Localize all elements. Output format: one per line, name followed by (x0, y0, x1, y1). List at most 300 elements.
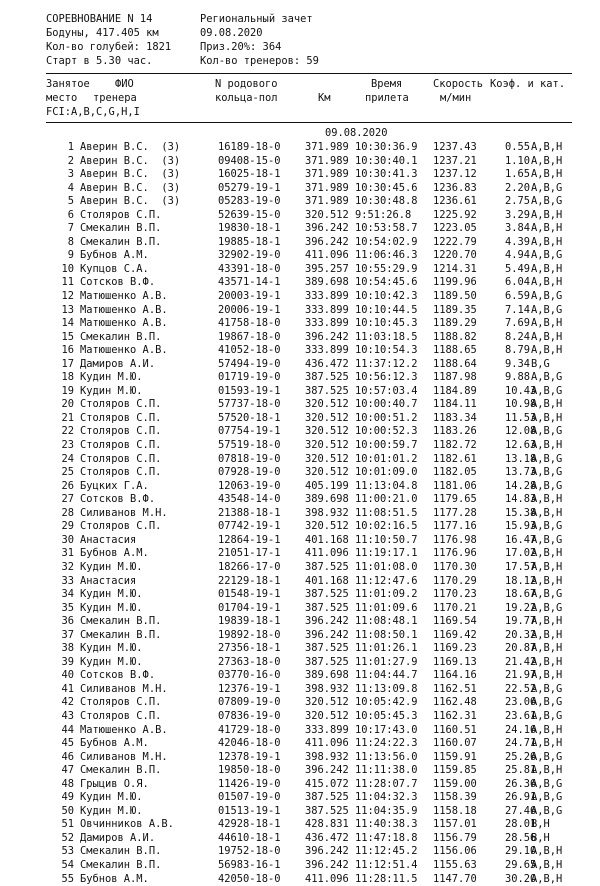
coefficient-cell: 4.94 (505, 249, 531, 262)
category-cell: A,B,H (531, 547, 563, 560)
speed-cell: 1162.31 (433, 709, 477, 722)
speed-cell: 1156.06 (433, 845, 477, 858)
arrival-time-cell: 11:08:51.5 (355, 506, 418, 519)
trainer-name-cell: Буцких Г.А. (80, 479, 149, 492)
distance-cell: 405.199 (305, 479, 349, 492)
trainer-name-cell: Сотсков В.Ф. (80, 669, 156, 682)
place-cell: 40 (61, 669, 74, 682)
distance-cell: 396.242 (305, 764, 349, 777)
coefficient-cell: 10.98 (505, 398, 537, 411)
distance-cell: 428.831 (305, 818, 349, 831)
coefficient-cell: 7.69 (505, 317, 531, 330)
table-row (0, 778, 600, 792)
table-row (0, 859, 600, 873)
speed-cell: 1164.16 (433, 669, 477, 682)
table-row (0, 331, 600, 345)
trainer-name-cell: Смекалин В.П. (80, 858, 162, 871)
distance-cell: 396.242 (305, 615, 349, 628)
coefficient-cell: 0.55 (505, 141, 531, 153)
place-cell: 34 (61, 588, 74, 601)
coefficient-cell: 13.18 (505, 452, 537, 465)
coefficient-cell: 1.10 (505, 154, 531, 167)
category-cell: A,B,G (531, 371, 563, 384)
arrival-time-cell: 11:13:09.8 (355, 682, 418, 695)
arrival-time-cell: 10:00:51.2 (355, 411, 418, 424)
speed-cell: 1155.63 (433, 858, 477, 871)
ring-number-cell: 07818-19-0 (218, 452, 281, 465)
ring-number-cell: 07809-19-0 (218, 696, 281, 709)
coefficient-cell: 6.04 (505, 276, 531, 289)
trainer-name-cell: Смекалин В.П. (80, 764, 162, 777)
ring-number-cell: 43571-14-1 (218, 276, 281, 289)
distance-cell: 320.512 (305, 398, 349, 411)
ring-number-cell: 18266-17-0 (218, 560, 281, 573)
ring-number-cell: 07754-19-1 (218, 425, 281, 438)
trainer-name-cell: Матюшенко А.В. (80, 303, 168, 316)
distance-cell: 387.525 (305, 642, 349, 655)
category-cell: A,B,H (531, 858, 563, 871)
category-cell: A,B,H (531, 723, 563, 736)
trainer-name-cell: Матюшенко А.В. (80, 290, 168, 303)
speed-cell: 1184.11 (433, 398, 477, 411)
arrival-time-cell: 11:12:47.6 (355, 574, 418, 587)
table-row (0, 642, 600, 656)
coefficient-cell: 11.53 (505, 411, 537, 424)
speed-cell: 1236.61 (433, 195, 477, 208)
trainer-name-cell: Дамиров А.И. (80, 831, 156, 844)
ring-number-cell: 57737-18-0 (218, 398, 281, 411)
speed-cell: 1147.70 (433, 872, 477, 885)
speed-cell: 1188.65 (433, 344, 477, 357)
speed-cell: 1177.16 (433, 520, 477, 533)
place-cell: 8 (67, 235, 74, 248)
header-bottom-rule (46, 122, 572, 123)
place-cell: 55 (61, 872, 74, 885)
coefficient-cell: 5.49 (505, 262, 531, 275)
category-cell: A,B,H (531, 141, 563, 153)
table-row (0, 412, 600, 426)
trainer-name-cell: Столяров С.П. (80, 398, 162, 411)
coefficient-cell: 6.59 (505, 290, 531, 303)
arrival-time-cell: 11:13:56.0 (355, 750, 418, 763)
col-place-line2: место (46, 92, 78, 104)
speed-cell: 1176.98 (433, 533, 477, 546)
table-row (0, 371, 600, 385)
table-row (0, 520, 600, 534)
header-line-1 (0, 12, 600, 26)
speed-cell: 1170.21 (433, 601, 477, 614)
trainer-name-cell: Силиванов М.Н. (80, 750, 168, 763)
place-cell: 21 (61, 411, 74, 424)
ring-number-cell: 01548-19-1 (218, 588, 281, 601)
place-cell: 30 (61, 533, 74, 546)
category-cell: A,B,G (531, 249, 563, 262)
coefficient-cell: 9.88 (505, 371, 531, 384)
trainer-name-cell: Бубнов А.М. (80, 737, 149, 750)
ring-number-cell: 41052-18-0 (218, 344, 281, 357)
ring-number-cell: 21051-17-1 (218, 547, 281, 560)
arrival-time-cell: 10:10:45.3 (355, 317, 418, 330)
category-cell: A,B,G (531, 709, 563, 722)
ring-number-cell: 22129-18-1 (218, 574, 281, 587)
table-row (0, 182, 600, 196)
coefficient-cell: 25.26 (505, 750, 537, 763)
place-cell: 2 (67, 154, 74, 167)
category-cell: A,B,H (531, 262, 563, 275)
distance-cell: 395.257 (305, 262, 349, 275)
distance-cell: 387.525 (305, 601, 349, 614)
table-row (0, 439, 600, 453)
arrival-time-cell: 11:13:04.8 (355, 479, 418, 492)
distance-cell: 371.989 (305, 181, 349, 194)
coefficient-cell: 14.28 (505, 479, 537, 492)
table-row (0, 263, 600, 277)
arrival-time-cell: 11:19:17.1 (355, 547, 418, 560)
ring-number-cell: 19839-18-1 (218, 615, 281, 628)
trainer-name-cell: Силиванов М.Н. (80, 506, 168, 519)
trainer-count: Кол-во тренеров: 59 (200, 55, 319, 67)
ring-number-cell: 42050-18-0 (218, 872, 281, 885)
category-cell: A,B,G (531, 290, 563, 303)
ring-number-cell: 44610-18-1 (218, 831, 281, 844)
table-row (0, 683, 600, 697)
category-cell: A,B,H (531, 764, 563, 777)
place-cell: 35 (61, 601, 74, 614)
ring-number-cell: 41729-18-0 (218, 723, 281, 736)
arrival-time-cell: 10:05:45.3 (355, 709, 418, 722)
arrival-time-cell: 11:08:50.1 (355, 628, 418, 641)
coefficient-cell: 18.67 (505, 588, 537, 601)
category-cell: A,B,H (531, 235, 563, 248)
distance-cell: 333.899 (305, 303, 349, 316)
col-ring-line1: N родового (215, 78, 278, 90)
place-cell: 46 (61, 750, 74, 763)
table-row (0, 615, 600, 629)
category-cell: A,B,H (531, 154, 563, 167)
coefficient-cell: 30.20 (505, 872, 537, 885)
arrival-time-cell: 11:11:38.0 (355, 764, 418, 777)
arrival-time-cell: 11:10:50.7 (355, 533, 418, 546)
ring-number-cell: 57494-19-0 (218, 357, 281, 370)
table-row (0, 155, 600, 169)
trainer-name-cell: Смекалин В.П. (80, 222, 162, 235)
arrival-time-cell: 10:54:02.9 (355, 235, 418, 248)
speed-cell: 1156.79 (433, 831, 477, 844)
place-cell: 54 (61, 858, 74, 871)
pigeon-count: Кол-во голубей: 1821 (46, 41, 172, 53)
speed-cell: 1182.05 (433, 466, 477, 479)
trainer-name-cell: Сотсков В.Ф. (80, 493, 156, 506)
trainer-name-cell: Смекалин В.П. (80, 330, 162, 343)
speed-cell: 1237.21 (433, 154, 477, 167)
distance-cell: 396.242 (305, 222, 349, 235)
place-cell: 36 (61, 615, 74, 628)
distance-cell: 320.512 (305, 425, 349, 438)
ring-number-cell: 12376-19-1 (218, 682, 281, 695)
col-time-line1: Время (371, 78, 403, 90)
ring-number-cell: 32902-19-0 (218, 249, 281, 262)
ring-number-cell: 42928-18-1 (218, 818, 281, 831)
ring-number-cell: 41758-18-0 (218, 317, 281, 330)
category-cell: A,B,H (531, 669, 563, 682)
coefficient-cell: 28.56 (505, 831, 537, 844)
speed-cell: 1236.83 (433, 181, 477, 194)
speed-cell: 1187.98 (433, 371, 477, 384)
place-cell: 14 (61, 317, 74, 330)
distance-cell: 320.512 (305, 696, 349, 709)
table-row (0, 222, 600, 236)
coefficient-cell: 29.65 (505, 858, 537, 871)
distance-cell: 387.525 (305, 804, 349, 817)
place-cell: 39 (61, 655, 74, 668)
ring-number-cell: 01513-19-1 (218, 804, 281, 817)
coefficient-cell: 18.12 (505, 574, 537, 587)
place-cell: 38 (61, 642, 74, 655)
col-place-line1: Занятое (46, 78, 90, 90)
coefficient-cell: 24.71 (505, 737, 537, 750)
trainer-name-cell: Бубнов А.М. (80, 547, 149, 560)
trainer-name-cell: Кудин М.Ю. (80, 804, 143, 817)
category-cell: A,B,G (531, 791, 563, 804)
category-cell: A,B,G (531, 696, 563, 709)
speed-cell: 1159.91 (433, 750, 477, 763)
category-cell: A,B,H (531, 398, 563, 411)
place-cell: 47 (61, 764, 74, 777)
place-cell: 26 (61, 479, 74, 492)
trainer-name-cell: Матюшенко А.В. (80, 317, 168, 330)
distance-cell: 387.525 (305, 371, 349, 384)
header-line-4 (0, 54, 600, 68)
category-cell: A,B,H (531, 344, 563, 357)
trainer-name-cell: Матюшенко А.В. (80, 723, 168, 736)
table-row (0, 317, 600, 331)
ring-number-cell: 19752-18-0 (218, 845, 281, 858)
table-row (0, 873, 600, 886)
coefficient-cell: 22.52 (505, 682, 537, 695)
arrival-time-cell: 11:06:46.3 (355, 249, 418, 262)
speed-cell: 1189.29 (433, 317, 477, 330)
arrival-time-cell: 11:04:35.9 (355, 804, 418, 817)
category-cell: B,G (531, 357, 550, 370)
category-cell: A,B,H (531, 655, 563, 668)
arrival-time-cell: 10:02:16.5 (355, 520, 418, 533)
speed-cell: 1169.23 (433, 642, 477, 655)
trainer-name-cell: Аверин В.С. (3) (80, 168, 181, 181)
speed-cell: 1183.26 (433, 425, 477, 438)
coefficient-cell: 2.20 (505, 181, 531, 194)
distance-cell: 387.525 (305, 560, 349, 573)
ring-number-cell: 20006-19-1 (218, 303, 281, 316)
trainer-name-cell: Анастасия (80, 574, 137, 587)
coefficient-cell: 17.02 (505, 547, 537, 560)
coefficient-cell: 19.77 (505, 615, 537, 628)
table-row (0, 832, 600, 846)
arrival-time-cell: 10:54:45.6 (355, 276, 418, 289)
trainer-name-cell: Столяров С.П. (80, 452, 162, 465)
coefficient-cell: 24.16 (505, 723, 537, 736)
table-row (0, 547, 600, 561)
table-row (0, 290, 600, 304)
table-row (0, 141, 600, 155)
place-cell: 12 (61, 290, 74, 303)
arrival-time-cell: 10:30:41.3 (355, 168, 418, 181)
ring-number-cell: 21388-18-1 (218, 506, 281, 519)
trainer-name-cell: Кудин М.Ю. (80, 384, 143, 397)
trainer-name-cell: Аверин В.С. (3) (80, 154, 181, 167)
place-cell: 50 (61, 804, 74, 817)
ring-number-cell: 12378-19-1 (218, 750, 281, 763)
arrival-time-cell: 10:30:48.8 (355, 195, 418, 208)
distance-cell: 333.899 (305, 290, 349, 303)
trainer-name-cell: Столяров С.П. (80, 425, 162, 438)
place-cell: 5 (67, 195, 74, 208)
coefficient-cell: 13.73 (505, 466, 537, 479)
category-cell: A,B,H (531, 208, 563, 221)
trainer-name-cell: Кудин М.Ю. (80, 371, 143, 384)
speed-cell: 1158.18 (433, 804, 477, 817)
table-row (0, 818, 600, 832)
coefficient-cell: 16.47 (505, 533, 537, 546)
category-cell: A,B,G (531, 601, 563, 614)
table-row (0, 480, 600, 494)
category-cell: A,B,H (531, 642, 563, 655)
speed-cell: 1237.43 (433, 141, 477, 153)
place-cell: 22 (61, 425, 74, 438)
distance-cell: 320.512 (305, 452, 349, 465)
coefficient-cell: 15.93 (505, 520, 537, 533)
distance-cell: 415.072 (305, 777, 349, 790)
place-cell: 24 (61, 452, 74, 465)
distance-cell: 396.242 (305, 858, 349, 871)
speed-cell: 1176.96 (433, 547, 477, 560)
distance-cell: 320.512 (305, 520, 349, 533)
table-row (0, 344, 600, 358)
place-cell: 10 (61, 262, 74, 275)
place-cell: 16 (61, 344, 74, 357)
category-cell: A,B,H (531, 628, 563, 641)
ring-number-cell: 11426-19-0 (218, 777, 281, 790)
distance-cell: 320.512 (305, 709, 349, 722)
place-cell: 1 (67, 141, 74, 153)
ring-number-cell: 05283-19-0 (218, 195, 281, 208)
arrival-time-cell: 11:01:09.6 (355, 601, 418, 614)
category-cell: A,B,H (531, 574, 563, 587)
distance-cell: 411.096 (305, 249, 349, 262)
speed-cell: 1182.61 (433, 452, 477, 465)
distance-cell: 320.512 (305, 411, 349, 424)
ring-number-cell: 03770-16-0 (218, 669, 281, 682)
region-label: Региональный зачет (200, 13, 313, 25)
category-cell: A,B,H (531, 276, 563, 289)
distance-cell: 333.899 (305, 723, 349, 736)
table-row (0, 669, 600, 683)
category-cell: A,B,G (531, 520, 563, 533)
table-row (0, 276, 600, 290)
speed-cell: 1189.35 (433, 303, 477, 316)
table-row (0, 724, 600, 738)
arrival-time-cell: 11:24:22.3 (355, 737, 418, 750)
speed-cell: 1170.23 (433, 588, 477, 601)
place-cell: 4 (67, 181, 74, 194)
distance-cell: 371.989 (305, 154, 349, 167)
speed-cell: 1160.07 (433, 737, 477, 750)
trainer-name-cell: Кудин М.Ю. (80, 655, 143, 668)
coefficient-cell: 4.39 (505, 235, 531, 248)
category-cell: A,B,G (531, 777, 563, 790)
table-row (0, 696, 600, 710)
speed-cell: 1182.72 (433, 439, 477, 452)
coefficient-cell: 23.61 (505, 709, 537, 722)
ring-number-cell: 07928-19-0 (218, 466, 281, 479)
table-row (0, 656, 600, 670)
table-row (0, 168, 600, 182)
place-cell: 52 (61, 831, 74, 844)
arrival-time-cell: 10:00:59.7 (355, 439, 418, 452)
distance-cell: 401.168 (305, 574, 349, 587)
table-row (0, 385, 600, 399)
trainer-name-cell: Силиванов М.Н. (80, 682, 168, 695)
distance-cell: 396.242 (305, 235, 349, 248)
arrival-time-cell: 10:00:52.3 (355, 425, 418, 438)
ring-number-cell: 57520-18-1 (218, 411, 281, 424)
trainer-name-cell: Овчинников А.В. (80, 818, 174, 831)
speed-cell: 1237.12 (433, 168, 477, 181)
distance-cell: 411.096 (305, 547, 349, 560)
trainer-name-cell: Столяров С.П. (80, 520, 162, 533)
speed-cell: 1160.51 (433, 723, 477, 736)
ring-number-cell: 09408-15-0 (218, 154, 281, 167)
coefficient-cell: 17.57 (505, 560, 537, 573)
arrival-time-cell: 10:53:58.7 (355, 222, 418, 235)
coefficient-cell: 14.83 (505, 493, 537, 506)
distance-cell: 333.899 (305, 344, 349, 357)
trainer-name-cell: Аверин В.С. (3) (80, 141, 181, 153)
distance-cell: 398.932 (305, 682, 349, 695)
place-cell: 45 (61, 737, 74, 750)
coefficient-cell: 20.87 (505, 642, 537, 655)
table-row (0, 209, 600, 223)
ring-number-cell: 43391-18-0 (218, 262, 281, 275)
arrival-time-cell: 10:30:45.6 (355, 181, 418, 194)
table-row (0, 304, 600, 318)
trainer-name-cell: Смекалин В.П. (80, 628, 162, 641)
coefficient-cell: 10.43 (505, 384, 537, 397)
arrival-time-cell: 11:03:18.5 (355, 330, 418, 343)
ring-number-cell: 19867-18-0 (218, 330, 281, 343)
place-cell: 19 (61, 384, 74, 397)
ring-number-cell: 19885-18-1 (218, 235, 281, 248)
speed-cell: 1222.79 (433, 235, 477, 248)
table-row (0, 710, 600, 724)
distance-cell: 320.512 (305, 466, 349, 479)
arrival-time-cell: 10:00:40.7 (355, 398, 418, 411)
arrival-time-cell: 11:28:11.5 (355, 872, 418, 885)
trainer-name-cell: Кудин М.Ю. (80, 601, 143, 614)
results-table (0, 141, 600, 886)
speed-cell: 1188.82 (433, 330, 477, 343)
table-row (0, 805, 600, 819)
arrival-time-cell: 10:57:03.4 (355, 384, 418, 397)
speed-cell: 1199.96 (433, 276, 477, 289)
distance-cell: 401.168 (305, 533, 349, 546)
category-cell: A,B,H (531, 222, 563, 235)
speed-cell: 1159.85 (433, 764, 477, 777)
coefficient-cell: 27.46 (505, 804, 537, 817)
trainer-name-cell: Грыцив О.Я. (80, 777, 149, 790)
coefficient-cell: 12.08 (505, 425, 537, 438)
speed-cell: 1170.30 (433, 560, 477, 573)
category-cell: A,B,H (531, 411, 563, 424)
